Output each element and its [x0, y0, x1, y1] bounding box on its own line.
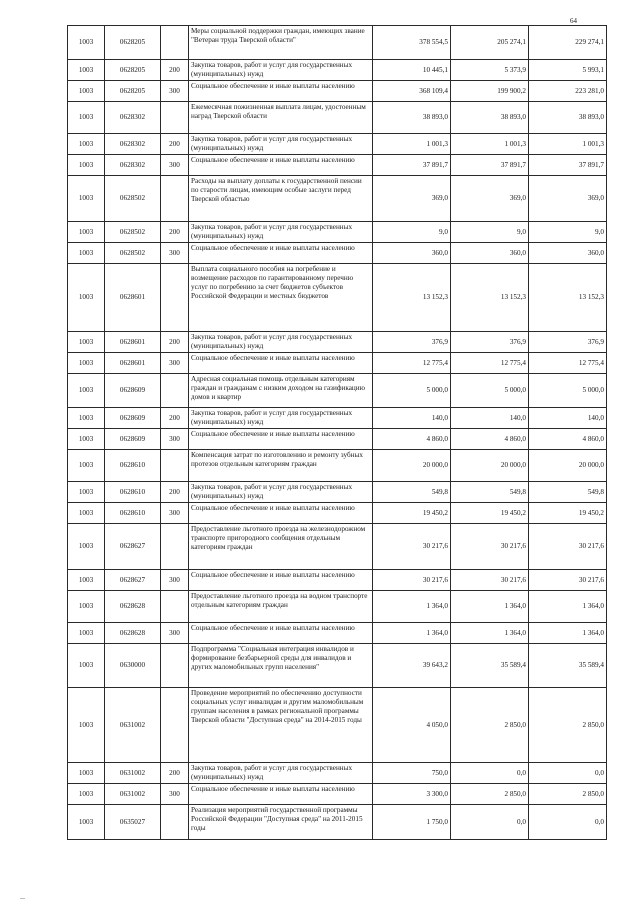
expense-type-cell: 300 [161, 784, 189, 805]
amount-cell-3: 19 450,2 [529, 503, 607, 524]
expense-type-cell [161, 102, 189, 134]
amount-cell-1: 37 891,7 [373, 155, 451, 176]
section-cell: 1003 [68, 805, 105, 840]
amount-cell-1: 1 001,3 [373, 134, 451, 155]
amount-cell-2: 1 364,0 [451, 591, 529, 623]
item-name-cell: Социальное обеспечение и иные выплаты населению [189, 243, 373, 264]
item-name-cell: Меры социальной поддержки граждан, имеющих звание "Ветеран труда Тверской области" [189, 26, 373, 60]
section-cell: 1003 [68, 176, 105, 222]
expense-type-cell [161, 688, 189, 763]
target-code-cell: 0628502 [105, 176, 161, 222]
target-code-cell: 0628609 [105, 374, 161, 408]
section-cell: 1003 [68, 134, 105, 155]
expense-type-cell [161, 805, 189, 840]
amount-cell-2: 5 000,0 [451, 374, 529, 408]
item-name-cell: Предоставление льготного проезда на железнодорожном транспорте пригородного сообщения отдельным категориям граждан [189, 524, 373, 570]
target-code-cell: 0628609 [105, 429, 161, 450]
amount-cell-1: 549,8 [373, 482, 451, 503]
amount-cell-3: 4 860,0 [529, 429, 607, 450]
amount-cell-1: 5 000,0 [373, 374, 451, 408]
expense-type-cell [161, 26, 189, 60]
amount-cell-2: 360,0 [451, 243, 529, 264]
target-code-cell: 0628610 [105, 450, 161, 482]
item-name-cell: Закупка товаров, работ и услуг для государственных (муниципальных) нужд [189, 134, 373, 155]
expense-type-cell: 200 [161, 482, 189, 503]
item-name-cell: Проведение мероприятий по обеспечению доступности социальных услуг инвалидам и другим маломобильным группам населения в рамках региональной программы Тверской области "Доступная среда" на 2014-2015 годы [189, 688, 373, 763]
table-row [68, 102, 607, 134]
expense-type-cell [161, 644, 189, 688]
item-name-cell: Ежемесячная пожизненная выплата лицам, удостоенным наград Тверской области [189, 102, 373, 134]
amount-cell-3: 9,0 [529, 222, 607, 243]
section-cell: 1003 [68, 570, 105, 591]
table-row [68, 688, 607, 763]
amount-cell-3: 1 364,0 [529, 623, 607, 644]
amount-cell-1: 376,9 [373, 332, 451, 353]
target-code-cell: 0628205 [105, 60, 161, 81]
section-cell: 1003 [68, 623, 105, 644]
amount-cell-3: 13 152,3 [529, 264, 607, 332]
target-code-cell: 0628628 [105, 623, 161, 644]
footer-file-path: — [20, 896, 25, 902]
table-row [68, 763, 607, 784]
table-row [68, 176, 607, 222]
expense-type-cell: 300 [161, 503, 189, 524]
expense-type-cell: 200 [161, 134, 189, 155]
item-name-cell: Социальное обеспечение и иные выплаты населению [189, 503, 373, 524]
target-code-cell: 0635027 [105, 805, 161, 840]
expense-type-cell: 300 [161, 570, 189, 591]
amount-cell-2: 376,9 [451, 332, 529, 353]
amount-cell-1: 39 643,2 [373, 644, 451, 688]
item-name-cell: Предоставление льготного проезда на водном транспорте отдельным категориям граждан [189, 591, 373, 623]
section-cell: 1003 [68, 688, 105, 763]
amount-cell-1: 4 860,0 [373, 429, 451, 450]
amount-cell-1: 140,0 [373, 408, 451, 429]
amount-cell-2: 9,0 [451, 222, 529, 243]
expense-type-cell: 300 [161, 81, 189, 102]
amount-cell-3: 1 364,0 [529, 591, 607, 623]
amount-cell-2: 37 891,7 [451, 155, 529, 176]
item-name-cell: Социальное обеспечение и иные выплаты населению [189, 623, 373, 644]
item-name-cell: Социальное обеспечение и иные выплаты населению [189, 570, 373, 591]
expense-type-cell [161, 176, 189, 222]
amount-cell-3: 1 001,3 [529, 134, 607, 155]
table-row [68, 524, 607, 570]
expense-type-cell [161, 264, 189, 332]
amount-cell-3: 2 850,0 [529, 784, 607, 805]
target-code-cell: 0628610 [105, 503, 161, 524]
table-row [68, 482, 607, 503]
table-row [68, 60, 607, 81]
item-name-cell: Закупка товаров, работ и услуг для государственных (муниципальных) нужд [189, 482, 373, 503]
target-code-cell: 0628628 [105, 591, 161, 623]
expense-type-cell: 200 [161, 763, 189, 784]
amount-cell-2: 0,0 [451, 805, 529, 840]
amount-cell-2: 4 860,0 [451, 429, 529, 450]
item-name-cell: Социальное обеспечение и иные выплаты населению [189, 429, 373, 450]
item-name-cell: Закупка товаров, работ и услуг для государственных (муниципальных) нужд [189, 60, 373, 81]
item-name-cell: Расходы на выплату доплаты к государственной пенсии по старости лицам, имеющим особые заслуги перед Тверской областью [189, 176, 373, 222]
amount-cell-1: 9,0 [373, 222, 451, 243]
amount-cell-3: 229 274,1 [529, 26, 607, 60]
target-code-cell: 0628502 [105, 243, 161, 264]
item-name-cell: Компенсация затрат по изготовлению и ремонту зубных протезов отдельным категориям граждан [189, 450, 373, 482]
table-row [68, 570, 607, 591]
table-row [68, 332, 607, 353]
target-code-cell: 0628627 [105, 524, 161, 570]
table-row [68, 623, 607, 644]
amount-cell-3: 549,8 [529, 482, 607, 503]
section-cell: 1003 [68, 450, 105, 482]
expense-type-cell [161, 374, 189, 408]
section-cell: 1003 [68, 81, 105, 102]
item-name-cell: Социальное обеспечение и иные выплаты населению [189, 784, 373, 805]
amount-cell-2: 19 450,2 [451, 503, 529, 524]
amount-cell-3: 0,0 [529, 763, 607, 784]
amount-cell-3: 12 775,4 [529, 353, 607, 374]
section-cell: 1003 [68, 264, 105, 332]
target-code-cell: 0628601 [105, 264, 161, 332]
amount-cell-2: 205 274,1 [451, 26, 529, 60]
table-row [68, 134, 607, 155]
expense-type-cell: 200 [161, 60, 189, 81]
expense-type-cell: 300 [161, 243, 189, 264]
table-row [68, 264, 607, 332]
target-code-cell: 0628205 [105, 81, 161, 102]
section-cell: 1003 [68, 26, 105, 60]
section-cell: 1003 [68, 644, 105, 688]
amount-cell-3: 38 893,0 [529, 102, 607, 134]
amount-cell-1: 1 364,0 [373, 623, 451, 644]
expense-type-cell: 300 [161, 155, 189, 176]
target-code-cell: 0628205 [105, 26, 161, 60]
table-row [68, 429, 607, 450]
target-code-cell: 0628302 [105, 102, 161, 134]
table-row [68, 784, 607, 805]
target-code-cell: 0630000 [105, 644, 161, 688]
item-name-cell: Реализация мероприятий государственной программы Российской Федерации "Доступная среда" на 2011-2015 годы [189, 805, 373, 840]
section-cell: 1003 [68, 503, 105, 524]
target-code-cell: 0628302 [105, 155, 161, 176]
amount-cell-3: 223 281,0 [529, 81, 607, 102]
amount-cell-1: 1 364,0 [373, 591, 451, 623]
amount-cell-1: 20 000,0 [373, 450, 451, 482]
amount-cell-3: 35 589,4 [529, 644, 607, 688]
expense-type-cell: 200 [161, 222, 189, 243]
amount-cell-2: 13 152,3 [451, 264, 529, 332]
budget-table [67, 25, 607, 840]
section-cell: 1003 [68, 763, 105, 784]
section-cell: 1003 [68, 482, 105, 503]
table-row [68, 591, 607, 623]
amount-cell-3: 37 891,7 [529, 155, 607, 176]
target-code-cell: 0631002 [105, 784, 161, 805]
expense-type-cell: 300 [161, 429, 189, 450]
table-row [68, 222, 607, 243]
section-cell: 1003 [68, 429, 105, 450]
target-code-cell: 0628601 [105, 353, 161, 374]
amount-cell-1: 360,0 [373, 243, 451, 264]
amount-cell-1: 750,0 [373, 763, 451, 784]
section-cell: 1003 [68, 591, 105, 623]
table-row [68, 353, 607, 374]
target-code-cell: 0628302 [105, 134, 161, 155]
item-name-cell: Социальное обеспечение и иные выплаты населению [189, 155, 373, 176]
item-name-cell: Подпрограмма "Социальная интеграция инвалидов и формирование безбарьерной среды для инвалидов и других маломобильных групп населения" [189, 644, 373, 688]
section-cell: 1003 [68, 243, 105, 264]
amount-cell-2: 0,0 [451, 763, 529, 784]
amount-cell-2: 549,8 [451, 482, 529, 503]
amount-cell-2: 35 589,4 [451, 644, 529, 688]
amount-cell-1: 368 109,4 [373, 81, 451, 102]
target-code-cell: 0631002 [105, 763, 161, 784]
amount-cell-3: 0,0 [529, 805, 607, 840]
item-name-cell: Закупка товаров, работ и услуг для государственных (муниципальных) нужд [189, 222, 373, 243]
amount-cell-1: 1 750,0 [373, 805, 451, 840]
item-name-cell: Закупка товаров, работ и услуг для государственных (муниципальных) нужд [189, 332, 373, 353]
section-cell: 1003 [68, 60, 105, 81]
section-cell: 1003 [68, 155, 105, 176]
page-number: 64 [570, 17, 577, 25]
amount-cell-2: 369,0 [451, 176, 529, 222]
section-cell: 1003 [68, 222, 105, 243]
expense-type-cell: 300 [161, 623, 189, 644]
table-row [68, 155, 607, 176]
amount-cell-2: 12 775,4 [451, 353, 529, 374]
amount-cell-1: 378 554,5 [373, 26, 451, 60]
target-code-cell: 0631002 [105, 688, 161, 763]
amount-cell-1: 10 445,1 [373, 60, 451, 81]
item-name-cell: Закупка товаров, работ и услуг для государственных (муниципальных) нужд [189, 408, 373, 429]
amount-cell-2: 1 001,3 [451, 134, 529, 155]
table-row [68, 450, 607, 482]
table-body [68, 26, 607, 840]
item-name-cell: Социальное обеспечение и иные выплаты населению [189, 81, 373, 102]
amount-cell-3: 5 993,1 [529, 60, 607, 81]
item-name-cell: Социальное обеспечение и иные выплаты населению [189, 353, 373, 374]
section-cell: 1003 [68, 408, 105, 429]
amount-cell-1: 30 217,6 [373, 524, 451, 570]
expense-type-cell: 200 [161, 332, 189, 353]
amount-cell-3: 5 000,0 [529, 374, 607, 408]
amount-cell-1: 30 217,6 [373, 570, 451, 591]
table-row [68, 408, 607, 429]
amount-cell-2: 20 000,0 [451, 450, 529, 482]
amount-cell-2: 2 850,0 [451, 784, 529, 805]
amount-cell-1: 19 450,2 [373, 503, 451, 524]
target-code-cell: 0628627 [105, 570, 161, 591]
amount-cell-1: 38 893,0 [373, 102, 451, 134]
expense-type-cell: 300 [161, 353, 189, 374]
amount-cell-3: 376,9 [529, 332, 607, 353]
table-row [68, 644, 607, 688]
amount-cell-2: 1 364,0 [451, 623, 529, 644]
item-name-cell: Закупка товаров, работ и услуг для государственных (муниципальных) нужд [189, 763, 373, 784]
amount-cell-2: 38 893,0 [451, 102, 529, 134]
table-row [68, 805, 607, 840]
amount-cell-2: 199 900,2 [451, 81, 529, 102]
amount-cell-3: 20 000,0 [529, 450, 607, 482]
amount-cell-2: 2 850,0 [451, 688, 529, 763]
table-row [68, 26, 607, 60]
target-code-cell: 0628502 [105, 222, 161, 243]
amount-cell-2: 30 217,6 [451, 570, 529, 591]
expense-type-cell: 200 [161, 408, 189, 429]
target-code-cell: 0628610 [105, 482, 161, 503]
amount-cell-3: 30 217,6 [529, 570, 607, 591]
expense-type-cell [161, 591, 189, 623]
expense-type-cell [161, 450, 189, 482]
table-row [68, 243, 607, 264]
amount-cell-3: 140,0 [529, 408, 607, 429]
amount-cell-3: 2 850,0 [529, 688, 607, 763]
section-cell: 1003 [68, 353, 105, 374]
table-row [68, 81, 607, 102]
section-cell: 1003 [68, 524, 105, 570]
expense-type-cell [161, 524, 189, 570]
amount-cell-2: 5 373,9 [451, 60, 529, 81]
amount-cell-3: 30 217,6 [529, 524, 607, 570]
amount-cell-1: 13 152,3 [373, 264, 451, 332]
item-name-cell: Адресная социальная помощь отдельным категориям граждан и гражданам с низким доходом на газификацию домов и квартир [189, 374, 373, 408]
amount-cell-1: 3 300,0 [373, 784, 451, 805]
amount-cell-1: 12 775,4 [373, 353, 451, 374]
amount-cell-1: 369,0 [373, 176, 451, 222]
table-row [68, 374, 607, 408]
amount-cell-3: 369,0 [529, 176, 607, 222]
target-code-cell: 0628609 [105, 408, 161, 429]
section-cell: 1003 [68, 784, 105, 805]
amount-cell-3: 360,0 [529, 243, 607, 264]
amount-cell-2: 140,0 [451, 408, 529, 429]
item-name-cell: Выплата социального пособия на погребение и возмещение расходов по гарантированному перечню услуг по погребению за счет бюджетов субъектов Российской Федерации и местных бюджетов [189, 264, 373, 332]
table-row [68, 503, 607, 524]
amount-cell-2: 30 217,6 [451, 524, 529, 570]
section-cell: 1003 [68, 332, 105, 353]
section-cell: 1003 [68, 102, 105, 134]
target-code-cell: 0628601 [105, 332, 161, 353]
section-cell: 1003 [68, 374, 105, 408]
amount-cell-1: 4 050,0 [373, 688, 451, 763]
